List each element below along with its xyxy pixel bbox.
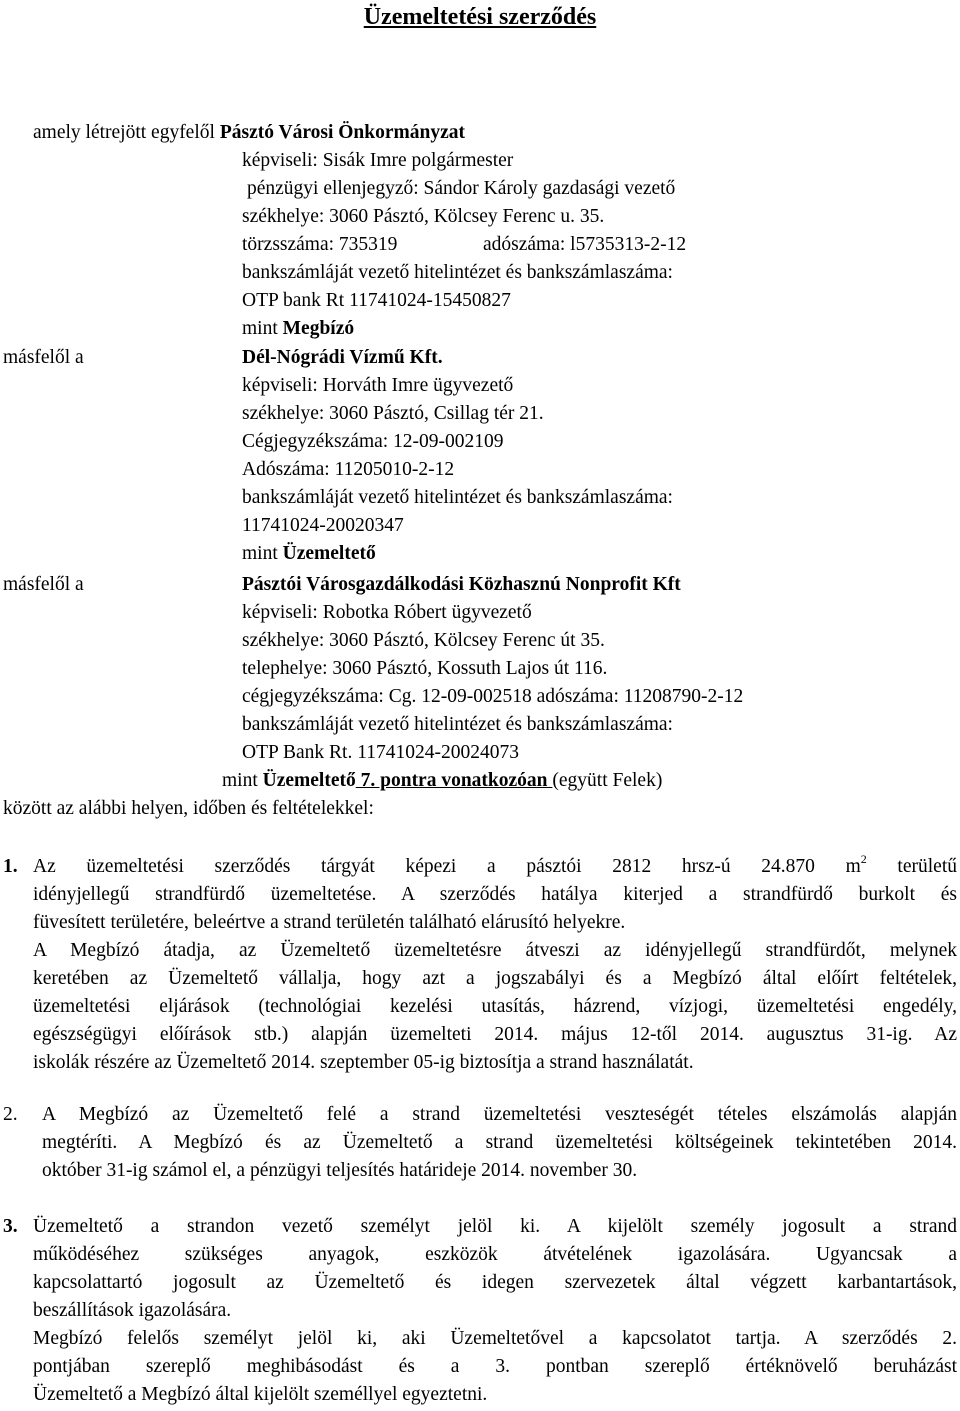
section-1-number: 1. xyxy=(3,856,18,877)
party2-representative: képviseli: Horváth Imre ügyvezető xyxy=(242,375,514,396)
other-side-label-2: másfelől a xyxy=(3,574,84,595)
section-2-line-3: október 31-ig számol el, a pénzügyi teljesítés határideje 2014. november 30. xyxy=(42,1160,638,1181)
party2-address: székhelye: 3060 Pásztó, Csillag tér 21. xyxy=(242,403,544,424)
party3-site: telephelye: 3060 Pásztó, Kossuth Lajos út 116. xyxy=(242,658,608,679)
party3-name: Pásztói Városgazdálkodási Közhasznú Nonprofit Kft xyxy=(242,574,681,595)
party3-representative: képviseli: Robotka Róbert ügyvezető xyxy=(242,602,532,623)
section-3-line-1: Üzemeltető a strandon vezető személyt jelöl ki. A kijelölt személy jogosult a strand xyxy=(33,1216,957,1237)
parties-together: (együtt Felek) xyxy=(552,770,663,791)
party3-bank-label: bankszámláját vezető hitelintézet és bankszámlaszáma: xyxy=(242,714,673,735)
section-3-line-5: Megbízó felelős személyt jelöl ki, aki Üzemeltetővel a kapcsolatot tartja. A szerződés 2. xyxy=(33,1328,957,1349)
section-2-line-2: megtéríti. A Megbízó és az Üzemeltető a strand üzemeltetési költségeinek tekintetében 2014. xyxy=(42,1132,957,1153)
section-1-line-6: üzemeltetési eljárások (technológiai kezelési utasítás, házrend, vízjogi, üzemeltetési engedély, xyxy=(33,996,957,1017)
section-1-line-1-end: területű xyxy=(866,856,957,877)
party1-bank-label: bankszámláját vezető hitelintézet és bankszámlaszáma: xyxy=(242,262,673,283)
section-1-line-2: idényjellegű strandfürdő üzemeltetése. A szerződés hatálya kiterjed a strandfürdő burkolt és xyxy=(33,884,957,905)
party1-registry-number: törzsszáma: 735319 xyxy=(242,234,398,255)
role-prefix: mint xyxy=(242,318,283,339)
party1-representative: képviseli: Sisák Imre polgármester xyxy=(242,150,514,171)
section-1-line-1 xyxy=(33,852,957,877)
section-3-line-3: kapcsolattartó jogosult az Üzemeltető és idegen szervezetek által végzett karbantartások, xyxy=(33,1272,957,1293)
section-1-line-4: A Megbízó átadja, az Üzemeltető üzemeltetésre átveszi az idényjellegű strandfürdőt, melynek xyxy=(33,940,957,961)
party3-role-line xyxy=(222,771,662,791)
intro-closing: között az alábbi helyen, időben és feltételekkel: xyxy=(3,798,374,819)
role-prefix: mint xyxy=(222,770,263,791)
square-unit-exponent: 2 xyxy=(860,852,867,866)
section-1-line-3: füvesített területére, beleértve a strand területén található elárusító helyekre. xyxy=(33,912,626,933)
section-3-line-4: beszállítások igazolására. xyxy=(33,1300,232,1321)
party2-bank-label: bankszámláját vezető hitelintézet és bankszámlaszáma: xyxy=(242,487,673,508)
party1-tax-number: adószáma: l5735313-2-12 xyxy=(483,234,687,255)
party2-role-line xyxy=(242,544,376,564)
section-3-line-7: Üzemeltető a Megbízó által kijelölt személlyel egyeztetni. xyxy=(33,1384,488,1405)
intro-lead: amely létrejött egyfelől xyxy=(33,122,220,143)
section-3-number: 3. xyxy=(3,1216,18,1237)
party2-bank-account: 11741024-20020347 xyxy=(242,515,404,536)
section-1-line-8: iskolák részére az Üzemeltető 2014. szeptember 05-ig biztosítja a strand használatát. xyxy=(33,1052,694,1073)
party1-role: Megbízó xyxy=(282,318,355,339)
section-3-line-2: működéséhez szükséges anyagok, eszközök átvételének igazolására. Ugyancsak a xyxy=(33,1244,957,1265)
party3-company-and-tax: cégjegyzékszáma: Cg. 12-09-002518 adószáma: 11208790-2-12 xyxy=(242,686,744,707)
party1-bank-account: OTP bank Rt 11741024-15450827 xyxy=(242,290,511,311)
section-1-line-1-text: Az üzemeltetési szerződés tárgyát képezi a pásztói 2812 hrsz-ú 24.870 m xyxy=(33,856,861,877)
party2-role: Üzemeltető xyxy=(282,543,376,564)
party1-address: székhelye: 3060 Pásztó, Kölcsey Ferenc u. 35. xyxy=(242,206,605,227)
party1-line xyxy=(33,123,465,143)
section-2-line-1: A Megbízó az Üzemeltető felé a strand üzemeltetési veszteségét tételes elszámolás alapján xyxy=(42,1104,957,1125)
section-2-number: 2. xyxy=(3,1104,18,1125)
other-side-label-1: másfelől a xyxy=(3,347,84,368)
role-prefix: mint xyxy=(242,543,283,564)
party3-point-reference: 7. pontra vonatkozóan xyxy=(355,770,553,791)
party1-role-line xyxy=(242,319,354,339)
party3-bank-account: OTP Bank Rt. 11741024-20024073 xyxy=(242,742,519,763)
party3-address: székhelye: 3060 Pásztó, Kölcsey Ferenc út 35. xyxy=(242,630,605,651)
section-1-line-7: egészségügyi előírások stb.) alapján üzemelteti 2014. május 12-től 2014. augusztus 31-ig. Az xyxy=(33,1024,957,1045)
section-3-line-6: pontjában szereplő meghibásodást és a 3. pontban szereplő értéknövelő beruházást xyxy=(33,1356,957,1377)
party1-name: Pásztó Városi Önkormányzat xyxy=(219,122,466,143)
party2-name: Dél-Nógrádi Vízmű Kft. xyxy=(242,347,443,368)
document-title: Üzemeltetési szerződés xyxy=(363,4,597,30)
party1-financial-controller: pénzügyi ellenjegyző: Sándor Károly gazdasági vezető xyxy=(247,178,676,199)
party2-tax-number: Adószáma: 11205010-2-12 xyxy=(242,459,455,480)
section-1-line-5: keretében az Üzemeltető vállalja, hogy azt a jogszabályi és a Megbízó által előírt feltételek, xyxy=(33,968,957,989)
party3-role: Üzemeltető xyxy=(262,770,356,791)
party2-company-number: Cégjegyzékszáma: 12-09-002109 xyxy=(242,431,504,452)
